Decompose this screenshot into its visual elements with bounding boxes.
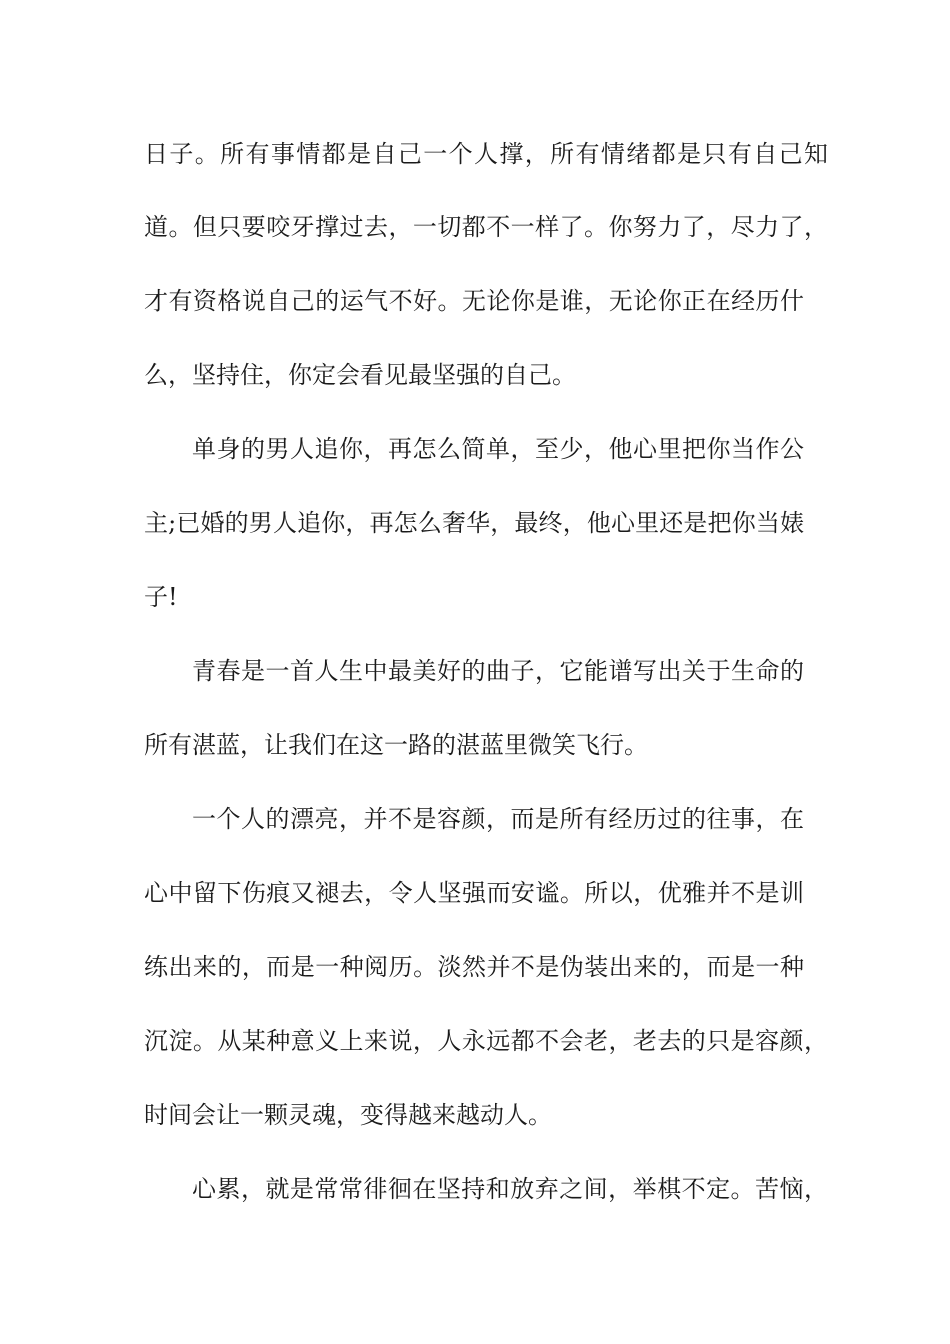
text-line: 练出来的，而是一种阅历。淡然并不是伪装出来的，而是一种 (144, 953, 804, 981)
text-line: 沉淀。从某种意义上来说，人永远都不会老，老去的只是容颜， (144, 1027, 828, 1055)
text-line: 道。但只要咬牙撑过去，一切都不一样了。你努力了，尽力了， (144, 213, 828, 241)
text-line: 时间会让一颗灵魂，变得越来越动人。 (144, 1101, 552, 1129)
text-line: 所有湛蓝，让我们在这一路的湛蓝里微笑飞行。 (144, 731, 648, 759)
text-line: 青春是一首人生中最美好的曲子，它能谱写出关于生命的 (192, 657, 804, 685)
text-line: 日子。所有事情都是自己一个人撑，所有情绪都是只有自己知 (144, 140, 828, 168)
text-line: 一个人的漂亮，并不是容颜，而是所有经历过的往事，在 (192, 805, 804, 833)
text-line: 心中留下伤痕又褪去，令人坚强而安谧。所以，优雅并不是训 (144, 879, 804, 907)
text-line: 单身的男人追你，再怎么简单，至少，他心里把你当作公 (192, 435, 804, 463)
text-line: 主;已婚的男人追你，再怎么奢华，最终，他心里还是把你当婊 (144, 509, 804, 537)
text-line: 心累，就是常常徘徊在坚持和放弃之间，举棋不定。苦恼， (192, 1175, 828, 1203)
text-line: 才有资格说自己的运气不好。无论你是谁，无论你正在经历什 (144, 287, 804, 315)
text-line: 子! (144, 583, 178, 611)
text-line: 么，坚持住，你定会看见最坚强的自己。 (144, 361, 576, 389)
